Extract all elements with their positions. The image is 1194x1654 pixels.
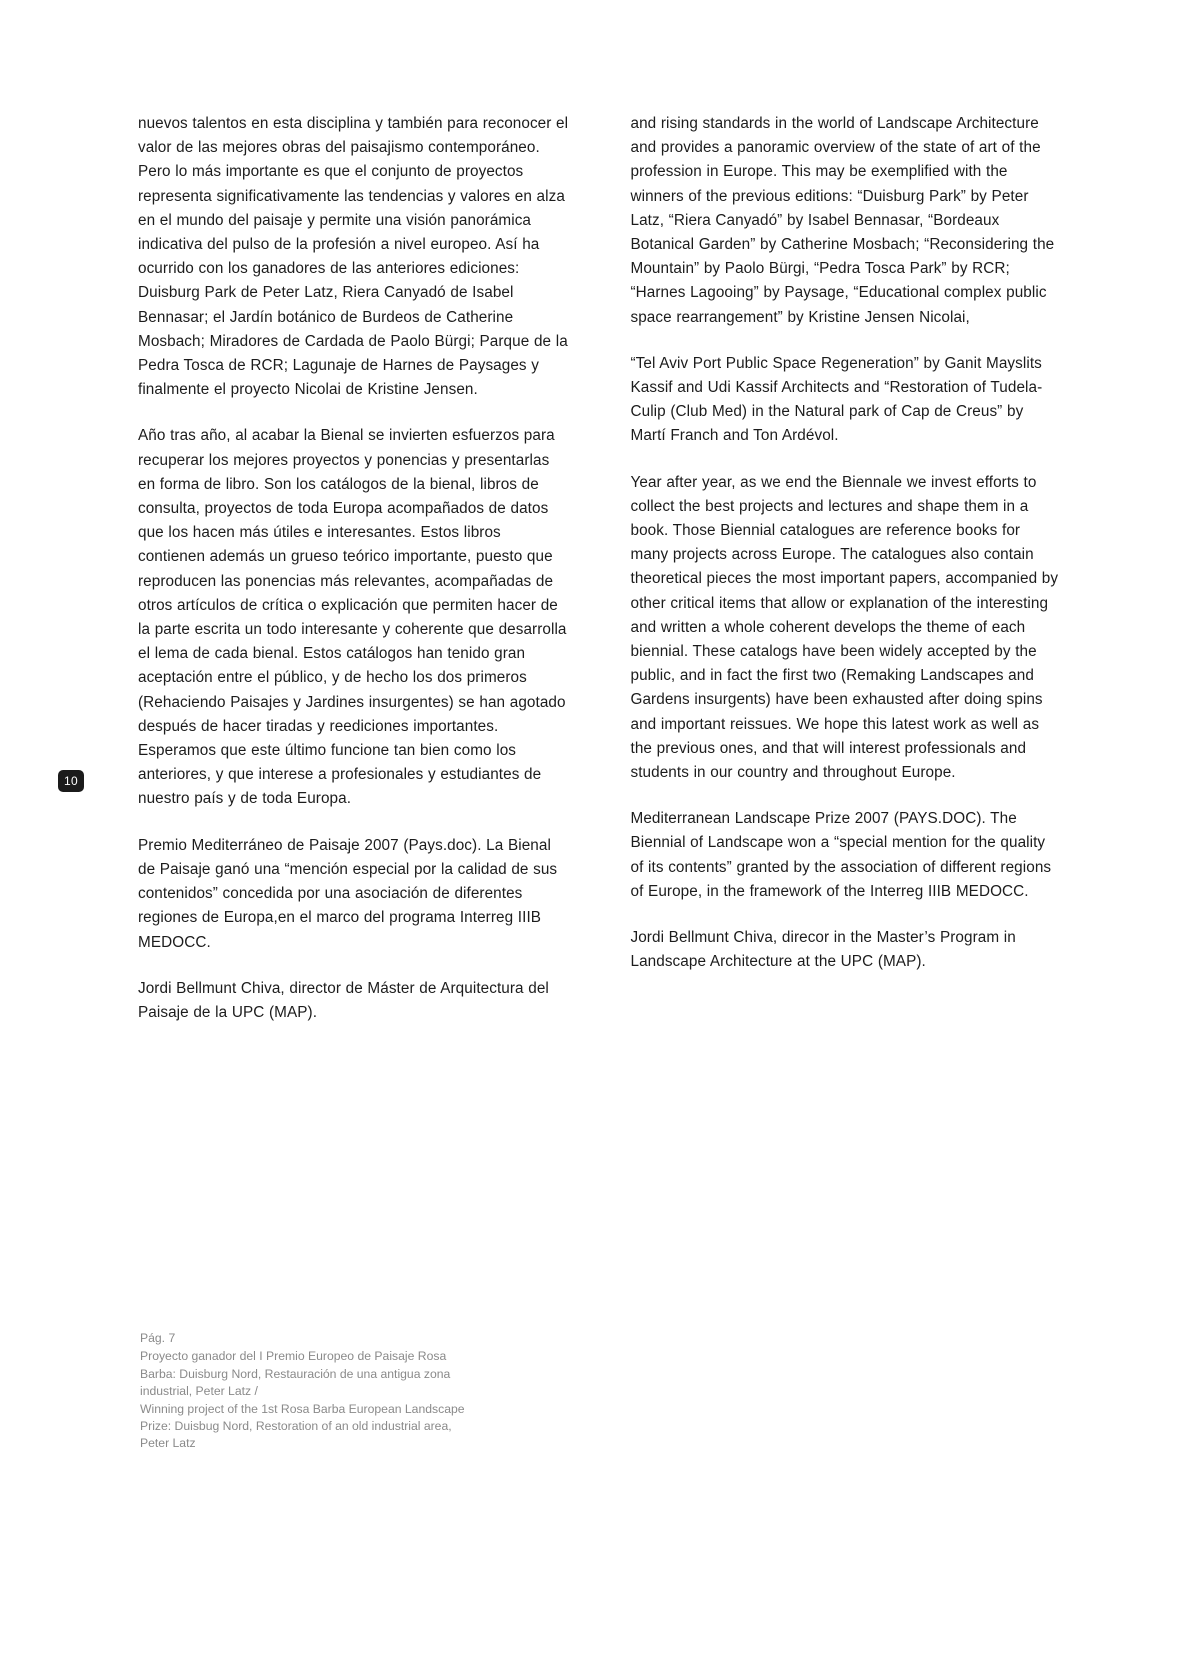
paragraph: nuevos talentos en esta disciplina y también para reconocer el valor de las mejores obras del paisajismo contemporáneo. Pero lo más importante es que el conjunto de proyectos representa significativamente las tendencias y valores en alza en el mundo del paisaje y permite una visión panorámica indicativa del pulso de la profesión a nivel europeo. Así ha ocurrido con los ganadores de las anteriores ediciones: Duisburg Park de Peter Latz, Riera Canyadó de Isabel Bennasar; el Jardín botánico de Burdeos de Catherine Mosbach; Miradores de Cardada de Paolo Bürgi; Parque de la Pedra Tosca de RCR; Lagunaje de Harnes de Paysages y finalmente el proyecto Nicolai de Kristine Jensen. [138, 115, 569, 399]
paragraph: Año tras año, al acabar la Bienal se invierten esfuerzos para recuperar los mejores proyectos y ponencias y presentarlas en forma de libro. Son los catálogos de la bienal, libros de consulta, proyectos de toda Europa acompañados de datos que los hacen más útiles e interesantes. Estos libros contienen además un grueso teórico importante, puesto que reproducen las ponencias más relevantes, acompañadas de otros artículos de crítica o explicación que permiten hacer de la parte escrita un todo interesante y coherente que desarrolla el lema de cada bienal. Estos catálogos han tenido gran aceptación entre el público, y de hecho los dos primeros (Rehaciendo Paisajes y Jardines insurgentes) se han agotado después de hacer tiradas y reediciones importantes. Esperamos que este último funcione tan bien como los anteriores, y que interese a profesionales y estudiantes de nuestro país y de toda Europa. [138, 427, 567, 808]
figure-caption [140, 1330, 470, 1453]
paragraph: and rising standards in the world of Landscape Architecture and provides a panoramic overview of the state of art of the profession in Europe. This may be exemplified with the winners of the previous editions: “Duisburg Park” by Peter Latz, “Riera Canyadó” by Isabel Bennasar, “Bordeaux Botanical Garden” by Catherine Mosbach; “Reconsidering the Mountain” by Paolo Bürgi, “Pedra Tosca Park” by RCR; “Harnes Lagooing” by Paysage, “Educational complex public space rearrangement” by Kristine Jensen Nicolai, [630, 115, 1055, 326]
caption-spanish: Proyecto ganador del I Premio Europeo de Paisaje Rosa Barba: Duisburg Nord, Restauración de una antigua zona industrial, Peter Latz / [140, 1349, 451, 1399]
page-number-badge: 10 [58, 770, 84, 792]
author-signature: Jordi Bellmunt Chiva, director de Máster de Arquitectura del Paisaje de la UPC (MAP). [138, 979, 549, 1021]
text-columns [138, 112, 1062, 1025]
paragraph: Mediterranean Landscape Prize 2007 (PAYS.DOC). The Biennial of Landscape won a “special mention for the quality of its contents” granted by the association of different regions of Europe, in the framework of the Interreg IIIB MEDOCC. [630, 810, 1052, 900]
caption-english: Winning project of the 1st Rosa Barba European Landscape Prize: Duisbug Nord, Restoration of an old industrial area, Peter Latz [140, 1401, 465, 1451]
paragraph: Premio Mediterráneo de Paisaje 2007 (Pays.doc). La Bienal de Paisaje ganó una “mención especial por la calidad de sus contenidos” concedida por una asociación de diferentes regiones de Europa,en el marco del programa Interreg IIIB MEDOCC. [138, 836, 558, 951]
left-column-spanish [138, 112, 570, 1025]
author-signature: Jordi Bellmunt Chiva, direcor in the Master’s Program in Landscape Architecture at the UPC (MAP). [630, 929, 1016, 971]
paragraph: “Tel Aviv Port Public Space Regeneration” by Ganit Mayslits Kassif and Udi Kassif Architects and “Restoration of Tudela-Culip (Club Med) in the Natural park of Cap de Creus” by Martí Franch and Ton Ardévol. [630, 354, 1043, 445]
paragraph: Year after year, as we end the Biennale we invest efforts to collect the best projects and lectures and shape them in a book. Those Biennial catalogues are reference books for many projects across Europe. The catalogues also contain theoretical pieces the most important papers, accompanied by other critical items that allow or explanation of the interesting and written a whole coherent develops the theme of each biennial. These catalogs have been widely accepted by the public, and in fact the first two (Remaking Landscapes and Gardens insurgents) have been exhausted after doing spins and important reissues. We hope this latest work as well as the previous ones, and that will interest professionals and students in our country and throughout Europe. [630, 473, 1059, 782]
caption-reference: Pág. 7 [140, 1331, 176, 1345]
right-column-english [631, 112, 1063, 1025]
